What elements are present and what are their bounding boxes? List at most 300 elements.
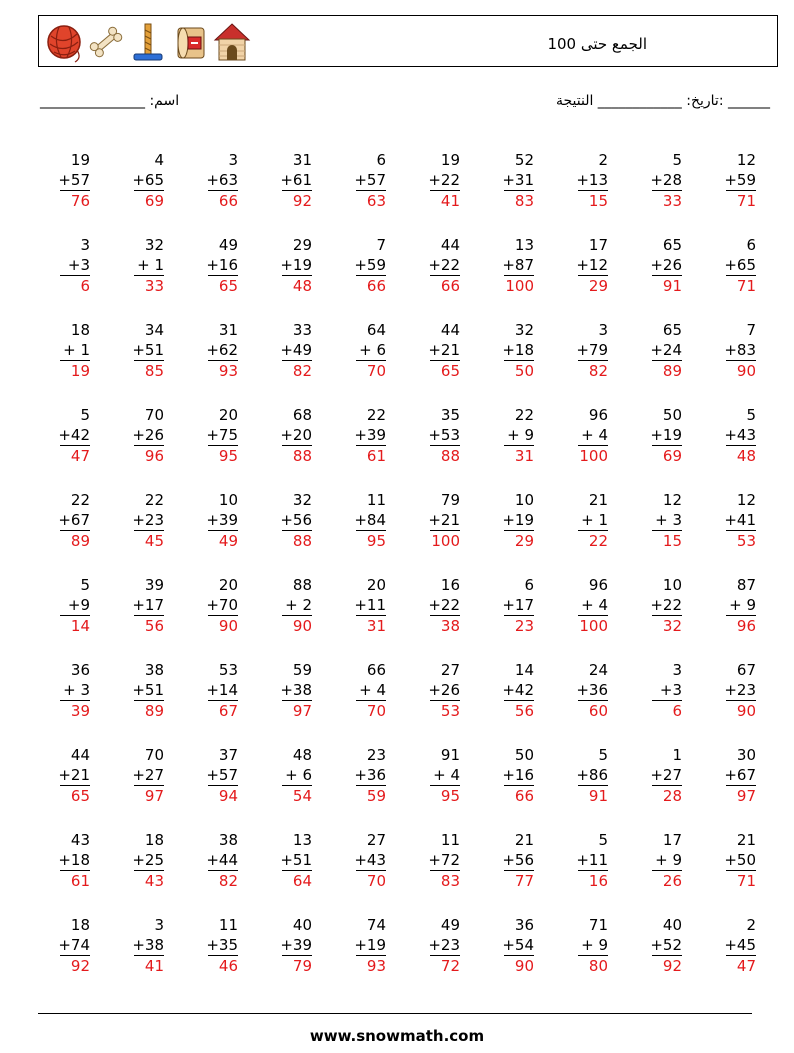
addition-problem <box>124 320 164 381</box>
addend-top: 14 <box>514 661 534 679</box>
addend-top: 67 <box>736 661 756 679</box>
addend-top: 32 <box>292 491 312 509</box>
addend-top: 19 <box>440 151 460 169</box>
addition-problem <box>568 915 608 976</box>
answer: 85 <box>134 360 164 381</box>
answer: 90 <box>282 615 312 636</box>
answer: 100 <box>505 277 534 295</box>
addend-top: 31 <box>292 151 312 169</box>
addend-top: 18 <box>144 831 164 849</box>
addend-bottom: +45 <box>724 936 756 954</box>
addend-top: 3 <box>672 661 682 679</box>
answer: 93 <box>356 955 386 976</box>
answer: 72 <box>430 955 460 976</box>
answer: 89 <box>652 360 682 381</box>
addend-top: 10 <box>218 491 238 509</box>
addend-bottom: + 4 <box>433 766 460 784</box>
addition-problem <box>642 320 682 381</box>
addition-problem <box>420 490 460 551</box>
answer: 67 <box>208 700 238 721</box>
answer: 16 <box>578 870 608 891</box>
addend-top: 65 <box>662 321 682 339</box>
worksheet-header <box>38 15 778 67</box>
addend-top: 21 <box>514 831 534 849</box>
addition-problem <box>642 490 682 551</box>
answer: 50 <box>504 360 534 381</box>
answer: 82 <box>282 360 312 381</box>
addend-top: 33 <box>292 321 312 339</box>
addend-bottom: +63 <box>206 171 238 189</box>
addition-problem <box>568 235 608 296</box>
addition-problem <box>50 575 90 636</box>
addition-problem <box>198 490 238 551</box>
addition-problem <box>420 915 460 976</box>
answer: 63 <box>356 190 386 211</box>
addend-bottom: +65 <box>724 256 756 274</box>
answer: 66 <box>504 785 534 806</box>
addition-problem <box>568 830 608 891</box>
addition-problem <box>494 660 534 721</box>
answer: 38 <box>430 615 460 636</box>
addition-problem <box>420 830 460 891</box>
answer: 61 <box>356 445 386 466</box>
addend-top: 12 <box>662 491 682 509</box>
addend-bottom: +24 <box>650 341 682 359</box>
addend-top: 96 <box>588 406 608 424</box>
addend-bottom: +36 <box>354 766 386 784</box>
addend-top: 32 <box>514 321 534 339</box>
addend-bottom: +57 <box>58 171 90 189</box>
addend-bottom: +72 <box>428 851 460 869</box>
addend-top: 50 <box>662 406 682 424</box>
addend-bottom: +53 <box>428 426 460 444</box>
answer: 97 <box>726 785 756 806</box>
addition-problem <box>568 320 608 381</box>
answer: 94 <box>208 785 238 806</box>
answer: 83 <box>504 190 534 211</box>
answer: 97 <box>134 785 164 806</box>
addend-top: 48 <box>292 746 312 764</box>
answer: 49 <box>208 530 238 551</box>
addend-top: 53 <box>218 661 238 679</box>
addend-bottom: +22 <box>428 171 460 189</box>
addend-top: 1 <box>672 746 682 764</box>
addend-bottom: +83 <box>724 341 756 359</box>
answer: 14 <box>60 615 90 636</box>
addend-top: 21 <box>736 831 756 849</box>
addend-top: 31 <box>218 321 238 339</box>
addition-problem <box>716 660 756 721</box>
addend-top: 18 <box>70 916 90 934</box>
addition-problem <box>124 405 164 466</box>
addend-bottom: +50 <box>724 851 756 869</box>
answer: 70 <box>356 360 386 381</box>
addition-problem <box>716 915 756 976</box>
addend-top: 27 <box>440 661 460 679</box>
addition-problem <box>494 490 534 551</box>
addend-top: 5 <box>746 406 756 424</box>
answer: 96 <box>134 445 164 466</box>
addend-top: 5 <box>598 746 608 764</box>
answer: 90 <box>726 700 756 721</box>
addend-bottom: +87 <box>502 256 534 274</box>
answer: 45 <box>134 530 164 551</box>
addend-bottom: +25 <box>132 851 164 869</box>
addend-top: 49 <box>218 236 238 254</box>
addition-problem <box>50 745 90 806</box>
addend-bottom: + 3 <box>655 511 682 529</box>
addend-bottom: +75 <box>206 426 238 444</box>
answer: 54 <box>282 785 312 806</box>
answer: 82 <box>578 360 608 381</box>
addend-bottom: +26 <box>428 681 460 699</box>
addition-problem <box>198 660 238 721</box>
addend-top: 16 <box>440 576 460 594</box>
addition-problem <box>50 150 90 211</box>
answer: 46 <box>208 955 238 976</box>
answer: 88 <box>282 530 312 551</box>
addition-problem <box>494 745 534 806</box>
answer: 47 <box>726 955 756 976</box>
addend-bottom: +67 <box>724 766 756 784</box>
addend-bottom: + 4 <box>359 681 386 699</box>
addend-top: 2 <box>598 151 608 169</box>
addition-problem <box>272 150 312 211</box>
addition-problem <box>346 320 386 381</box>
addend-bottom: +42 <box>58 426 90 444</box>
addend-bottom: +16 <box>502 766 534 784</box>
answer: 53 <box>430 700 460 721</box>
addend-bottom: + 1 <box>63 341 90 359</box>
addend-top: 88 <box>292 576 312 594</box>
addend-top: 18 <box>70 321 90 339</box>
answer: 70 <box>356 700 386 721</box>
date-score-line: ______ :تاريخ: ____________ النتيجة <box>555 93 770 109</box>
addend-bottom: +18 <box>58 851 90 869</box>
answer: 90 <box>726 360 756 381</box>
addend-bottom: +41 <box>724 511 756 529</box>
addend-top: 17 <box>662 831 682 849</box>
addend-bottom: +65 <box>132 171 164 189</box>
addend-top: 22 <box>366 406 386 424</box>
answer: 89 <box>134 700 164 721</box>
answer: 70 <box>356 870 386 891</box>
addend-bottom: +12 <box>576 256 608 274</box>
addition-problem <box>50 405 90 466</box>
addend-top: 17 <box>588 236 608 254</box>
answer: 6 <box>652 700 682 721</box>
footer-divider <box>38 1013 752 1014</box>
addition-problem <box>642 235 682 296</box>
addend-bottom: +13 <box>576 171 608 189</box>
addend-bottom: +31 <box>502 171 534 189</box>
addend-bottom: +67 <box>58 511 90 529</box>
addition-problem <box>420 575 460 636</box>
answer: 65 <box>430 360 460 381</box>
addend-top: 37 <box>218 746 238 764</box>
addition-problem <box>198 745 238 806</box>
addend-bottom: +19 <box>354 936 386 954</box>
addend-bottom: +35 <box>206 936 238 954</box>
addend-top: 68 <box>292 406 312 424</box>
addend-top: 19 <box>70 151 90 169</box>
answer: 56 <box>134 615 164 636</box>
addend-bottom: + 1 <box>137 256 164 274</box>
addend-bottom: +19 <box>650 426 682 444</box>
answer: 26 <box>652 870 682 891</box>
addend-bottom: +14 <box>206 681 238 699</box>
addend-bottom: +43 <box>354 851 386 869</box>
answer: 31 <box>356 615 386 636</box>
addition-problem <box>272 235 312 296</box>
addend-bottom: +26 <box>132 426 164 444</box>
addend-bottom: +16 <box>206 256 238 274</box>
addend-bottom: +74 <box>58 936 90 954</box>
addition-problem <box>50 235 90 296</box>
addend-bottom: +27 <box>650 766 682 784</box>
pet-food-can-icon <box>171 20 209 64</box>
addition-problem <box>272 830 312 891</box>
addition-problem <box>716 405 756 466</box>
addend-bottom: +84 <box>354 511 386 529</box>
answer: 33 <box>134 275 164 296</box>
addend-top: 91 <box>440 746 460 764</box>
answer: 19 <box>60 360 90 381</box>
answer: 100 <box>579 447 608 465</box>
answer: 29 <box>504 530 534 551</box>
addend-top: 21 <box>588 491 608 509</box>
answer: 92 <box>60 955 90 976</box>
addition-problem <box>272 745 312 806</box>
addend-bottom: +21 <box>428 511 460 529</box>
addition-problem <box>642 745 682 806</box>
addend-top: 5 <box>80 406 90 424</box>
addend-top: 36 <box>70 661 90 679</box>
addend-bottom: +38 <box>280 681 312 699</box>
addition-problem <box>716 320 756 381</box>
addend-top: 11 <box>440 831 460 849</box>
addend-top: 23 <box>366 746 386 764</box>
answer: 90 <box>504 955 534 976</box>
addend-bottom: +49 <box>280 341 312 359</box>
addition-problem <box>198 575 238 636</box>
answer: 97 <box>282 700 312 721</box>
answer: 33 <box>652 190 682 211</box>
answer: 60 <box>578 700 608 721</box>
addend-bottom: +19 <box>502 511 534 529</box>
addend-bottom: +22 <box>428 596 460 614</box>
worksheet-title: الجمع حتى 100 <box>547 35 647 53</box>
answer: 15 <box>652 530 682 551</box>
answer: 91 <box>578 785 608 806</box>
answer: 95 <box>208 445 238 466</box>
addition-problem <box>642 575 682 636</box>
addend-top: 5 <box>672 151 682 169</box>
addend-bottom: +54 <box>502 936 534 954</box>
addend-bottom: + 9 <box>655 851 682 869</box>
addend-top: 65 <box>662 236 682 254</box>
addend-top: 52 <box>514 151 534 169</box>
answer: 41 <box>430 190 460 211</box>
addend-bottom: + 6 <box>359 341 386 359</box>
addend-bottom: + 9 <box>581 936 608 954</box>
addend-top: 44 <box>440 321 460 339</box>
header-icons <box>45 20 251 64</box>
addition-problem <box>420 660 460 721</box>
answer: 77 <box>504 870 534 891</box>
addition-problem <box>420 405 460 466</box>
answer: 100 <box>431 532 460 550</box>
answer: 43 <box>134 870 164 891</box>
scratching-post-icon <box>129 20 167 64</box>
answer: 95 <box>430 785 460 806</box>
addition-problem <box>272 490 312 551</box>
answer: 31 <box>504 445 534 466</box>
addend-top: 96 <box>588 576 608 594</box>
addend-bottom: +26 <box>650 256 682 274</box>
addition-problem <box>124 235 164 296</box>
addend-bottom: +3 <box>659 681 682 699</box>
addend-bottom: +59 <box>724 171 756 189</box>
addend-top: 6 <box>376 151 386 169</box>
answer: 39 <box>60 700 90 721</box>
answer: 59 <box>356 785 386 806</box>
answer: 22 <box>578 530 608 551</box>
addition-problem <box>642 915 682 976</box>
addend-top: 44 <box>440 236 460 254</box>
addition-problem <box>124 745 164 806</box>
addend-top: 12 <box>736 151 756 169</box>
addend-bottom: + 3 <box>63 681 90 699</box>
addition-problem <box>568 405 608 466</box>
addend-top: 59 <box>292 661 312 679</box>
addend-top: 38 <box>144 661 164 679</box>
answer: 66 <box>208 190 238 211</box>
answer: 69 <box>652 445 682 466</box>
addition-problem <box>568 490 608 551</box>
addend-bottom: +51 <box>132 681 164 699</box>
answer: 91 <box>652 275 682 296</box>
addend-bottom: +36 <box>576 681 608 699</box>
addend-bottom: +57 <box>354 171 386 189</box>
addition-problem <box>346 660 386 721</box>
addend-bottom: +9 <box>67 596 90 614</box>
addition-problem <box>198 830 238 891</box>
addend-top: 38 <box>218 831 238 849</box>
addition-problem <box>198 150 238 211</box>
addition-problem <box>346 405 386 466</box>
addend-bottom: + 9 <box>729 596 756 614</box>
answer: 65 <box>60 785 90 806</box>
addend-bottom: +51 <box>280 851 312 869</box>
addition-problem <box>272 320 312 381</box>
addend-top: 5 <box>598 831 608 849</box>
answer: 23 <box>504 615 534 636</box>
answer: 66 <box>430 275 460 296</box>
answer: 48 <box>282 275 312 296</box>
addend-top: 32 <box>144 236 164 254</box>
addend-top: 6 <box>746 236 756 254</box>
addend-top: 3 <box>80 236 90 254</box>
answer: 100 <box>579 617 608 635</box>
addend-bottom: +79 <box>576 341 608 359</box>
addend-bottom: +52 <box>650 936 682 954</box>
answer: 48 <box>726 445 756 466</box>
addend-bottom: +59 <box>354 256 386 274</box>
addend-bottom: +21 <box>428 341 460 359</box>
addend-bottom: +62 <box>206 341 238 359</box>
addition-problem <box>568 575 608 636</box>
addend-top: 7 <box>746 321 756 339</box>
answer: 41 <box>134 955 164 976</box>
addition-problem <box>716 235 756 296</box>
addend-bottom: +22 <box>428 256 460 274</box>
addend-bottom: + 6 <box>285 766 312 784</box>
addend-bottom: +57 <box>206 766 238 784</box>
addend-top: 10 <box>514 491 534 509</box>
answer: 88 <box>282 445 312 466</box>
answer: 15 <box>578 190 608 211</box>
addend-top: 6 <box>524 576 534 594</box>
addition-problem <box>346 490 386 551</box>
addition-problem <box>198 235 238 296</box>
addition-problem <box>124 150 164 211</box>
addend-top: 29 <box>292 236 312 254</box>
addend-bottom: +42 <box>502 681 534 699</box>
addend-top: 11 <box>218 916 238 934</box>
addition-problem <box>272 660 312 721</box>
addend-top: 66 <box>366 661 386 679</box>
addition-problem <box>50 490 90 551</box>
answer: 61 <box>60 870 90 891</box>
addition-problem <box>420 320 460 381</box>
addend-top: 11 <box>366 491 386 509</box>
addend-bottom: +21 <box>58 766 90 784</box>
yarn-ball-icon <box>45 20 83 64</box>
addition-problem <box>124 830 164 891</box>
addition-problem <box>346 915 386 976</box>
addition-problem <box>568 745 608 806</box>
addition-problem <box>494 915 534 976</box>
addend-top: 10 <box>662 576 682 594</box>
answer: 69 <box>134 190 164 211</box>
addend-top: 44 <box>70 746 90 764</box>
answer: 53 <box>726 530 756 551</box>
addition-problem <box>50 915 90 976</box>
addend-top: 70 <box>144 406 164 424</box>
addition-problem <box>346 575 386 636</box>
addition-problem <box>494 150 534 211</box>
answer: 29 <box>578 275 608 296</box>
addition-problem <box>124 915 164 976</box>
addend-bottom: +38 <box>132 936 164 954</box>
addition-problem <box>716 830 756 891</box>
addition-problem <box>716 745 756 806</box>
addend-top: 40 <box>662 916 682 934</box>
addend-top: 7 <box>376 236 386 254</box>
addend-bottom: +61 <box>280 171 312 189</box>
addition-problem <box>642 830 682 891</box>
addition-problem <box>124 660 164 721</box>
addition-problem <box>420 150 460 211</box>
addend-top: 3 <box>228 151 238 169</box>
addition-problem <box>642 150 682 211</box>
addend-bottom: +20 <box>280 426 312 444</box>
addition-problem <box>420 745 460 806</box>
addend-bottom: +44 <box>206 851 238 869</box>
addend-top: 74 <box>366 916 386 934</box>
answer: 95 <box>356 530 386 551</box>
